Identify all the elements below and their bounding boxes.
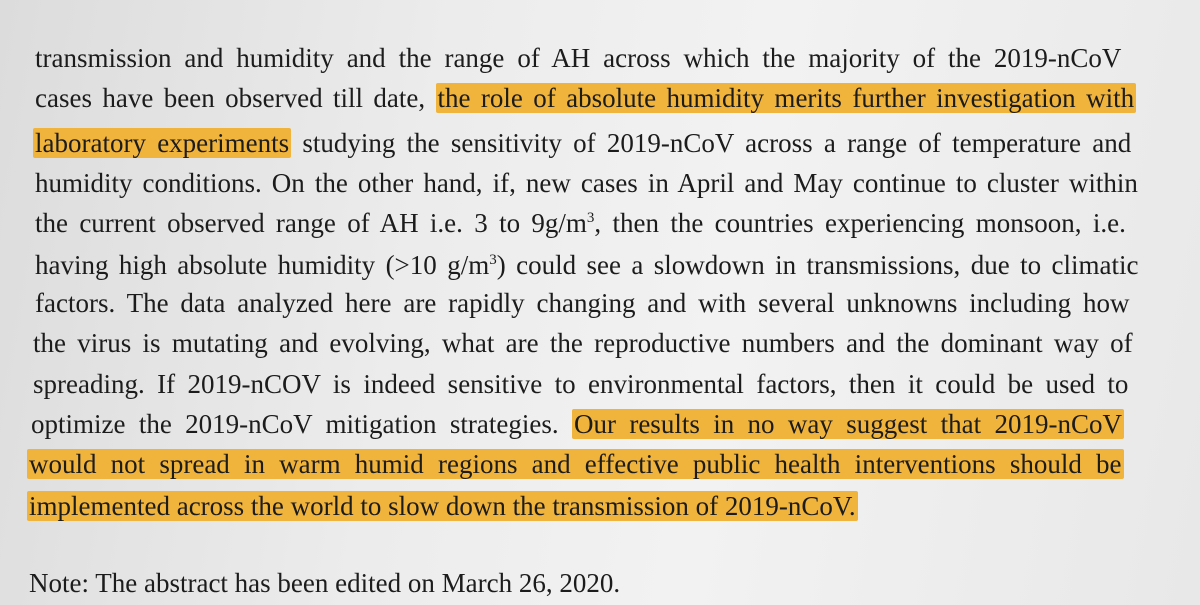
note-text: Note: The abstract has been edited on March 26, 2020.: [29, 568, 621, 598]
superscript: 3: [586, 210, 595, 226]
text-line-6: [35, 247, 1138, 283]
text-line-2: [35, 80, 1136, 116]
line-text: the virus is mutating and evolving, what are the reproductive numbers and the dominant way of: [33, 328, 1133, 358]
text-line-4: [35, 165, 1138, 201]
highlighted-text: the role of absolute humidity merits further investigation with: [437, 83, 1135, 113]
highlighted-text: Our results in no way suggest that 2019-nCoV: [573, 409, 1122, 439]
note-line: [29, 565, 620, 601]
text-line-7: [35, 285, 1130, 321]
text-line-8: [33, 325, 1133, 361]
line-text: transmission and humidity and the range of AH across which the majority of the 2019-nCoV: [35, 43, 1122, 73]
line-text: factors. The data analyzed here are rapidly changing and with several unknowns including how: [35, 288, 1130, 318]
text-line-1: [35, 40, 1121, 76]
highlighted-text: laboratory experiments: [35, 128, 290, 158]
line-text: ) could see a slowdown in transmissions, due to climatic: [496, 250, 1139, 280]
text-line-9: [33, 366, 1128, 402]
line-text: having high absolute humidity (>10 g/m: [35, 250, 490, 280]
line-text: , then the countries experiencing monsoon, i.e.: [594, 208, 1126, 238]
text-line-11: [27, 446, 1124, 482]
line-text: the current observed range of AH i.e. 3 to 9g/m: [35, 208, 587, 238]
superscript: 3: [489, 252, 497, 268]
text-line-12: [27, 488, 858, 524]
highlighted-text: implemented across the world to slow down the transmission of 2019-nCoV.: [29, 491, 856, 521]
highlighted-text: would not spread in warm humid regions and effective public health interventions should be: [29, 449, 1122, 479]
line-text: spreading. If 2019-nCOV is indeed sensitive to environmental factors, then it could be used to: [33, 369, 1129, 399]
line-text: humidity conditions. On the other hand, if, new cases in April and May continue to cluster within: [35, 168, 1138, 198]
text-line-5: [35, 205, 1126, 241]
line-text: cases have been observed till date,: [35, 83, 436, 113]
line-text: optimize the 2019-nCoV mitigation strategies.: [31, 409, 572, 439]
text-line-3: [33, 125, 1131, 161]
text-line-10: [31, 406, 1124, 442]
line-text: studying the sensitivity of 2019-nCoV across a range of temperature and: [291, 128, 1132, 158]
